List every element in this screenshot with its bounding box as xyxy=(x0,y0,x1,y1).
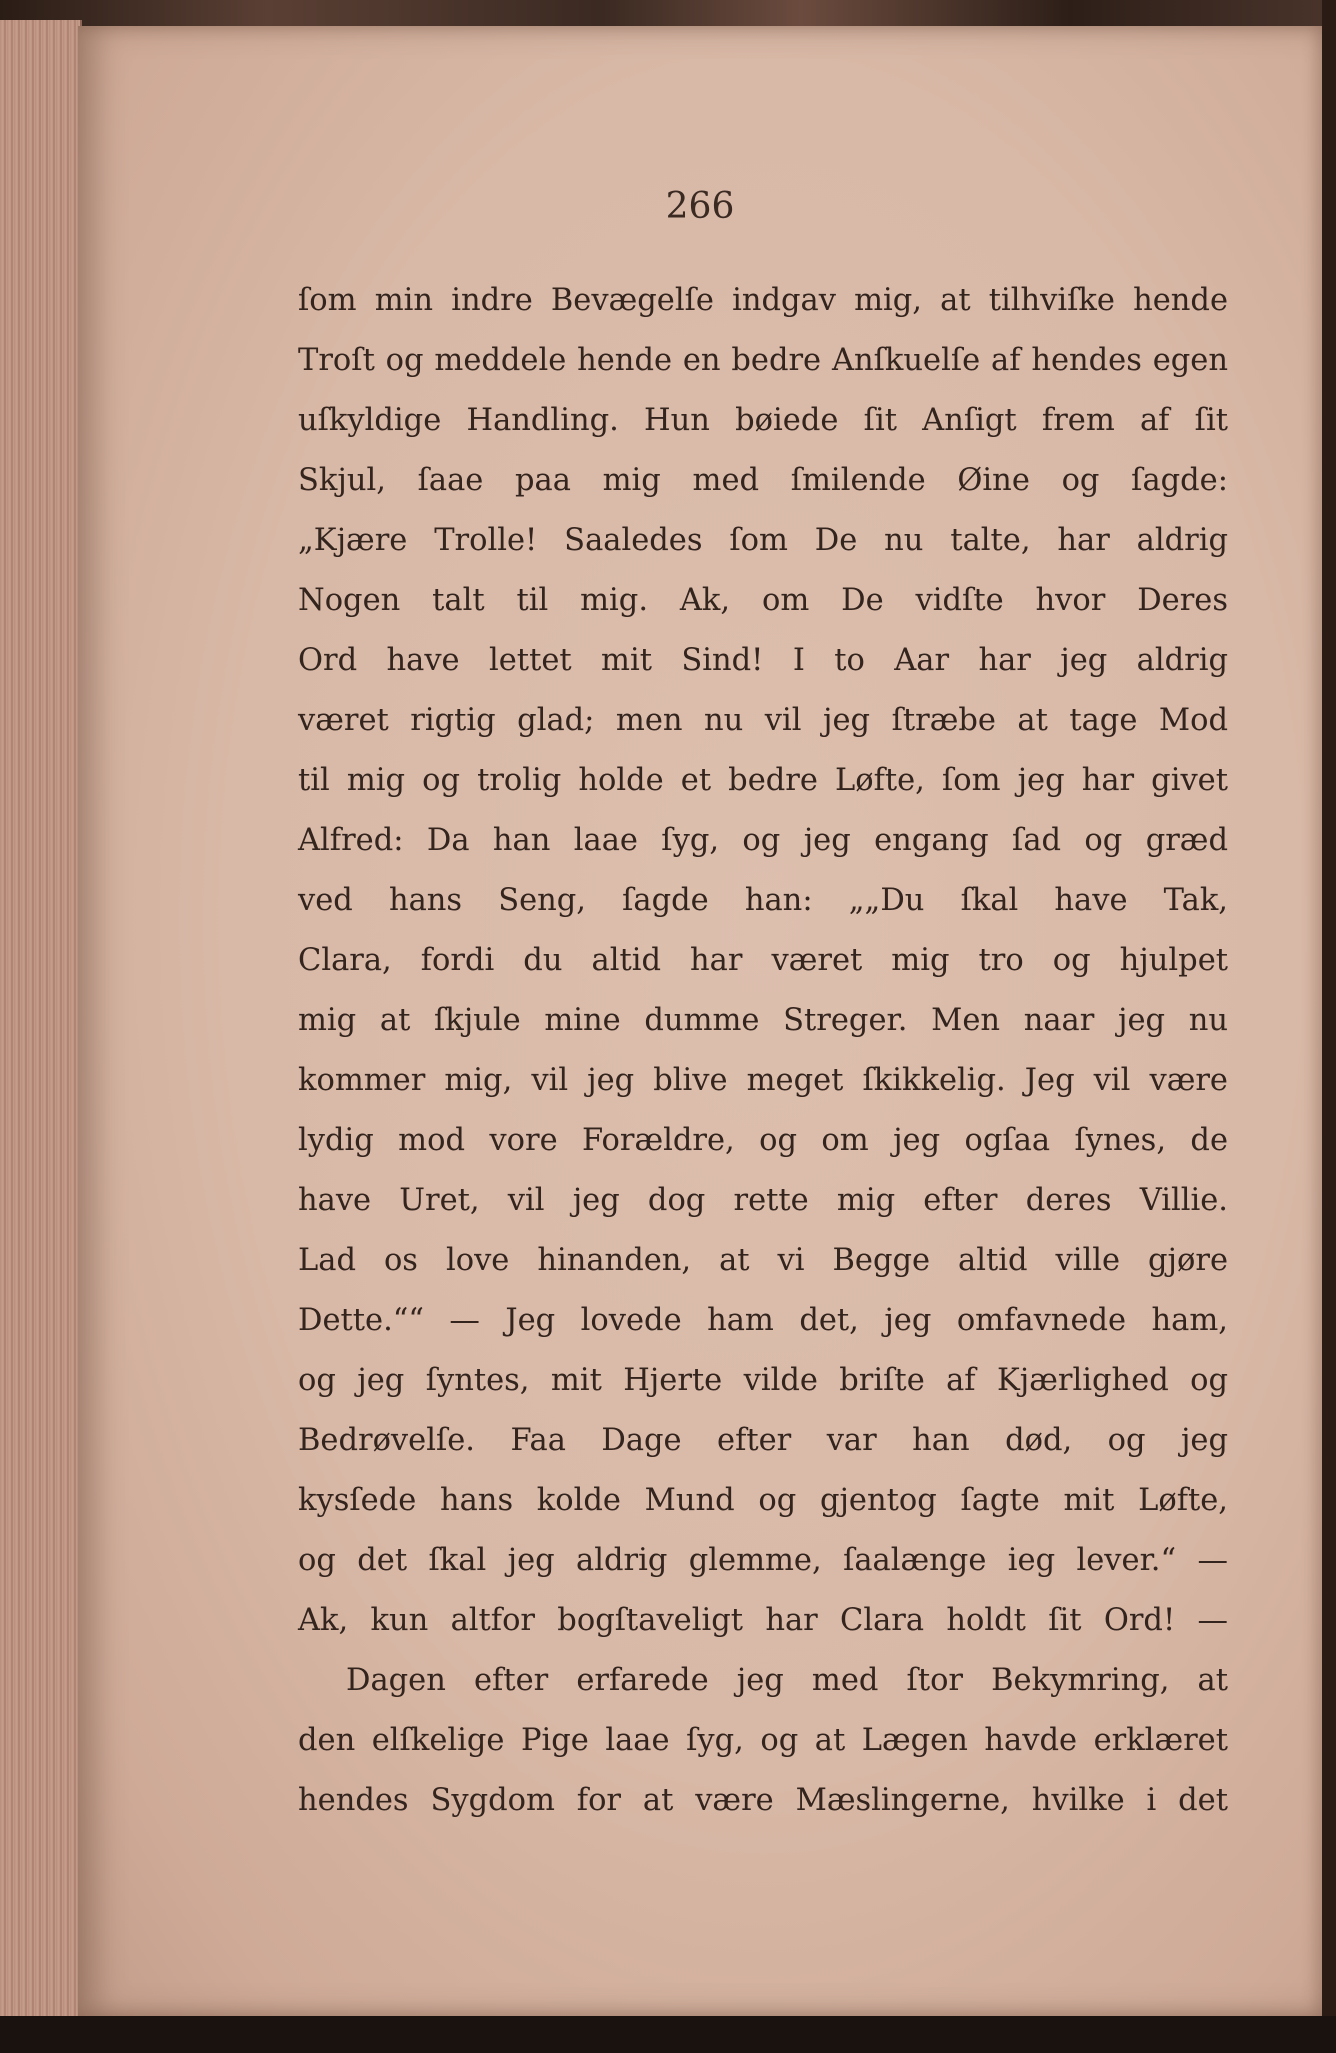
text-line: have Uret, vil jeg dog rette mig efter deres Villie. xyxy=(298,1183,1228,1218)
text-line: lydig mod vore Forældre, og om jeg ogſaa ſynes, de xyxy=(298,1123,1228,1158)
text-line: Dagen efter erfarede jeg med ſtor Bekymring, at xyxy=(346,1663,1228,1698)
text-line: uſkyldige Handling. Hun bøiede ſit Anſigt frem af ſit xyxy=(298,403,1228,438)
text-line: ſom min indre Bevægelſe indgav mig, at tilhviſke hende xyxy=(298,283,1228,318)
text-line: hendes Sygdom for at være Mæslingerne, hvilke i det xyxy=(298,1783,1228,1818)
text-line: og det ſkal jeg aldrig glemme, ſaalænge ieg lever.“ — xyxy=(298,1543,1228,1578)
text-line: Bedrøvelſe. Faa Dage efter var han død, og jeg xyxy=(298,1423,1228,1458)
right-margin-shadow xyxy=(1322,0,1336,2053)
text-line: Ak, kun altfor bogſtaveligt har Clara holdt ſit Ord! — xyxy=(298,1603,1228,1638)
text-line: Skjul, ſaae paa mig med ſmilende Øine og ſagde: xyxy=(298,463,1228,498)
text-line: Dette.““ — Jeg lovede ham det, jeg omfavnede ham, xyxy=(298,1303,1228,1338)
text-line: mig at ſkjule mine dumme Streger. Men naar jeg nu xyxy=(298,1003,1228,1038)
text-line: Troſt og meddele hende en bedre Anſkuelſe af hendes egen xyxy=(298,343,1228,378)
text-line: kysſede hans kolde Mund og gjentog ſagte mit Løfte, xyxy=(298,1483,1228,1518)
text-line: været rigtig glad; men nu vil jeg ſtræbe at tage Mod xyxy=(298,703,1228,738)
text-line: Clara, fordi du altid har været mig tro og hjulpet xyxy=(298,943,1228,978)
bottom-cover-edge xyxy=(0,2016,1336,2053)
book-page xyxy=(78,26,1322,2016)
text-line: den elſkelige Pige laae ſyg, og at Lægen havde erklæret xyxy=(298,1723,1228,1758)
text-line: kommer mig, vil jeg blive meget ſkikkelig. Jeg vil være xyxy=(298,1063,1228,1098)
text-line: Ord have lettet mit Sind! I to Aar har jeg aldrig xyxy=(298,643,1228,678)
page-stack-edge xyxy=(0,20,82,2030)
page-number: 266 xyxy=(665,186,735,227)
text-line: ved hans Seng, ſagde han: „„Du ſkal have Tak, xyxy=(298,883,1228,918)
page-body-text xyxy=(298,271,1228,1831)
text-line: Alfred: Da han laae ſyg, og jeg engang ſad og græd xyxy=(298,823,1228,858)
text-line: „Kjære Trolle! Saaledes ſom De nu talte, har aldrig xyxy=(298,523,1228,558)
text-line: og jeg ſyntes, mit Hjerte vilde briſte af Kjærlighed og xyxy=(298,1363,1228,1398)
text-line: Lad os love hinanden, at vi Begge altid ville gjøre xyxy=(298,1243,1228,1278)
text-line: til mig og trolig holde et bedre Løfte, ſom jeg har givet xyxy=(298,763,1228,798)
text-line: Nogen talt til mig. Ak, om De vidſte hvor Deres xyxy=(298,583,1228,618)
